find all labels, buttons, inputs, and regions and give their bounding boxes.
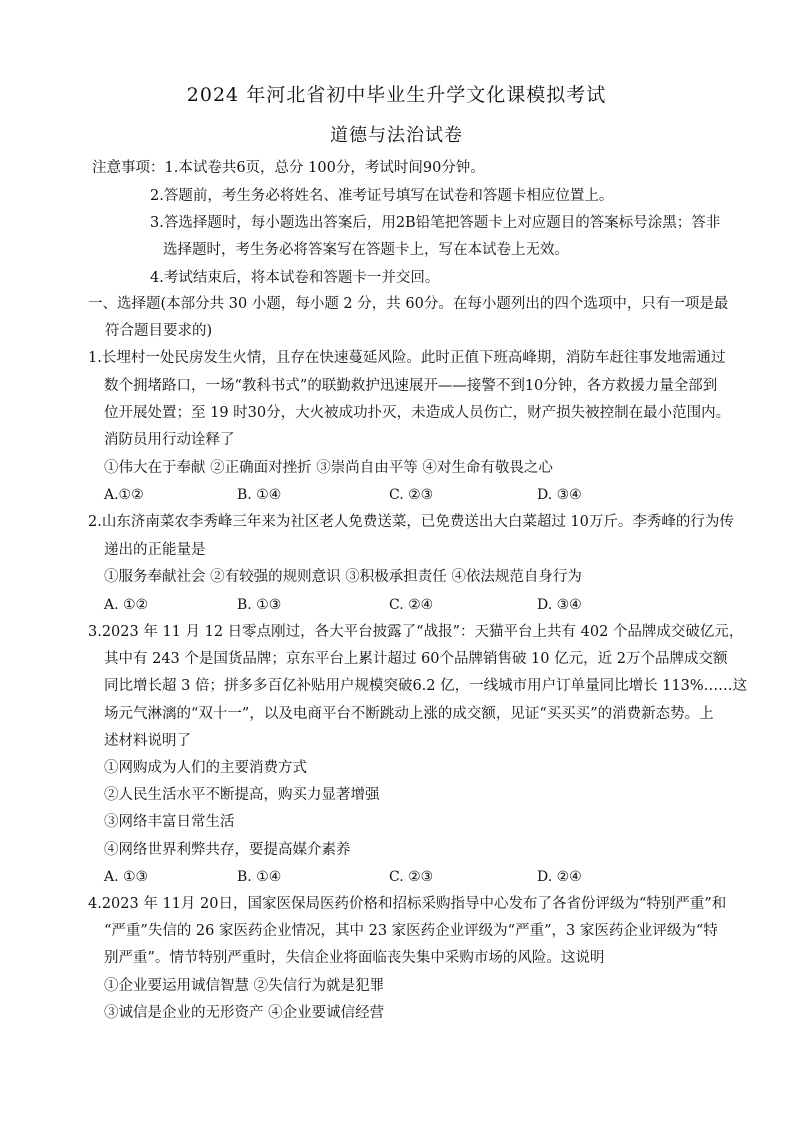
question-text: 1.长埋村一处民房发生火情，且存在快速蔓延风险。此时正值下班高峰期，消防车赶往事发地需通过: [88, 350, 726, 366]
notice-line: 2.答题前，考生务必将姓名、准考证号填写在试卷和答题卡相应位置上。: [150, 188, 614, 204]
question-text: 述材料说明了: [104, 733, 191, 749]
option-d: D. ②④: [537, 869, 582, 885]
exam-subtitle: 道德与法治试卷: [330, 125, 463, 146]
notice-line: 4.考试结束后，将本试卷和答题卡一并交回。: [150, 270, 440, 286]
question-statement: ③诚信是企业的无形资产 ④企业要诚信经营: [104, 1005, 385, 1021]
notice-line: 选择题时，考生务必将答案写在答题卡上，写在本试卷上无效。: [163, 242, 569, 258]
notice-line: 注意事项：1.本试卷共6页，总分 100分，考试时间90分钟。: [92, 160, 485, 176]
exam-title: 2024 年河北省初中毕业生升学文化课模拟考试: [186, 84, 607, 106]
option-c: C. ②③: [389, 487, 434, 503]
question-statement: ②人民生活水平不断提高，购买力显著增强: [104, 787, 380, 803]
question-text: 4.2023 年 11月 20日，国家医保局医药价格和招标采购指导中心发布了各省份评级为“特别严重”和: [88, 896, 727, 912]
option-a: A. ①②: [104, 597, 149, 613]
question-statements: ①服务奉献社会 ②有较强的规则意识 ③积极承担责任 ④依法规范自身行为: [104, 569, 582, 585]
question-text: 消防员用行动诠释了: [104, 432, 235, 448]
option-b: B. ①④: [237, 487, 282, 503]
option-c: C. ②④: [389, 597, 434, 613]
question-text: 3.2023 年 11 月 12 日零点刚过，各大平台披露了“战报”：天猫平台上共有 402 个品牌成交破亿元，: [88, 624, 744, 640]
question-text: 2.山东济南菜农李秀峰三年来为社区老人免费送菜，已免费送出大白菜超过 10万斤。李秀峰的行为传: [88, 514, 734, 530]
option-d: D. ③④: [537, 597, 582, 613]
question-text: 其中有 243 个是国货品牌；京东平台上累计超过 60个品牌销售破 10 亿元，近 2万个品牌成交额: [104, 651, 728, 667]
section-line: 符合题目要求的): [105, 323, 213, 339]
option-b: B. ①③: [237, 597, 282, 613]
section-line: 一、选择题(本部分共 30 小题，每小题 2 分，共 60分。在每小题列出的四个选项中，只有一项是最: [88, 296, 729, 312]
question-text: 位开展处置；至 19 时30分，大火被成功扑灭，未造成人员伤亡，财产损失被控制在最小范围内。: [104, 405, 731, 421]
question-statement: ①网购成为人们的主要消费方式: [104, 760, 307, 776]
option-a: A. ①③: [104, 869, 149, 885]
question-text: 别严重”。情节特别严重时，失信企业将面临丧失集中采购市场的风险。这说明: [104, 950, 605, 966]
question-text: 场元气淋漓的“双十一”，以及电商平台不断跳动上涨的成交额，见证“买买买”的消费新态势。上: [104, 706, 714, 722]
question-statement: ①企业要运用诚信智慧 ②失信行为就是犯罪: [104, 978, 385, 994]
question-statement: ④网络世界利弊共存，要提高媒介素养: [104, 842, 351, 858]
question-text: 同比增长超 3 倍；拼多多百亿补贴用户规模突破6.2 亿，一线城市用户订单量同比增长 113%……这: [104, 678, 748, 694]
question-text: 数个拥堵路口，一场“教科书式”的联勤救护迅速展开——接警不到10分钟，各方救援力量全部到: [104, 378, 718, 394]
option-b: B. ①④: [237, 869, 282, 885]
notice-line: 3.答选择题时，每小题选出答案后，用2B铅笔把答题卡上对应题目的答案标号涂黑；答非: [150, 215, 721, 231]
option-c: C. ②③: [389, 869, 434, 885]
question-text: 递出的正能量是: [104, 542, 206, 558]
question-text: “严重”失信的 26 家医药企业情况，其中 23 家医药企业评级为“严重”，3 家医药企业评级为“特: [104, 923, 718, 939]
option-d: D. ③④: [537, 487, 582, 503]
option-a: A.①②: [104, 487, 144, 503]
question-statements: ①伟大在于奉献 ②正确面对挫折 ③崇尚自由平等 ④对生命有敬畏之心: [104, 460, 553, 476]
question-statement: ③网络丰富日常生活: [104, 814, 235, 830]
